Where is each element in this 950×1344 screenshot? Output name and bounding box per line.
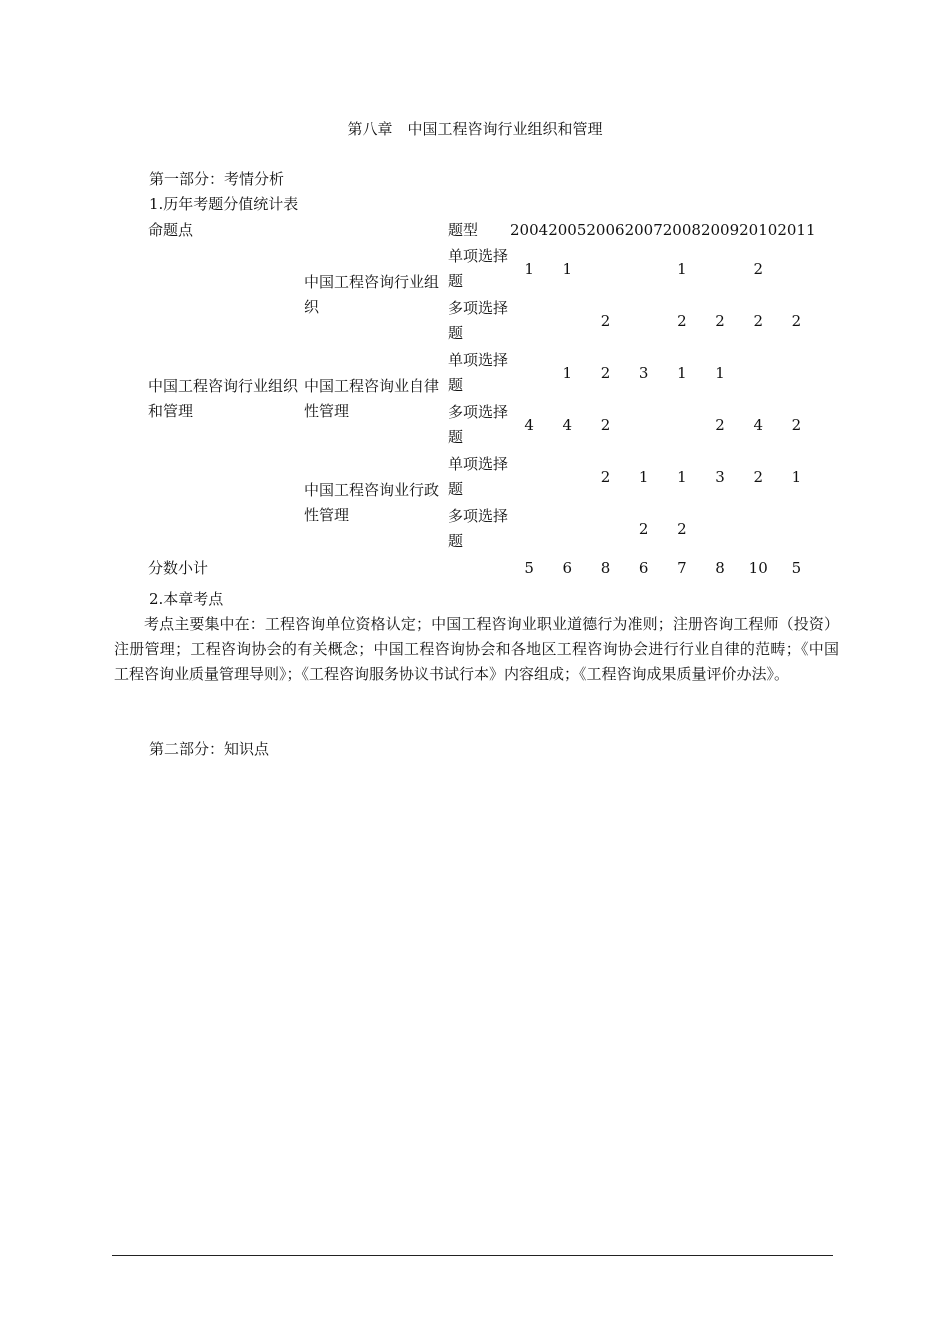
score-cell: 2 <box>677 311 687 330</box>
question-type-cell: 单项选择题 <box>448 455 509 498</box>
question-type-cell: 单项选择题 <box>448 247 509 290</box>
score-cell: 2 <box>600 311 611 330</box>
score-cell <box>701 243 739 295</box>
group-name-cell: 中国工程咨询业行政性管理 <box>304 481 440 524</box>
score-cell: 1 <box>524 259 534 278</box>
score-cell <box>586 243 624 295</box>
score-cell <box>739 503 777 555</box>
score-cell <box>586 503 624 555</box>
header-year: 2007 <box>624 220 663 239</box>
score-cell <box>548 295 586 347</box>
score-cell <box>510 451 548 503</box>
header-topic: 命题点 <box>148 220 194 239</box>
chapter-title: 第八章 中国工程咨询行业组织和管理 <box>347 120 603 138</box>
score-cell: 2 <box>753 259 763 278</box>
score-cell: 2 <box>600 363 611 382</box>
subtotal-cell: 5 <box>524 558 534 577</box>
question-type-cell: 多项选择题 <box>448 403 509 446</box>
subtotal-cell: 7 <box>677 558 687 577</box>
score-cell: 1 <box>562 259 573 278</box>
score-statistics-table <box>148 217 816 581</box>
footer-divider <box>112 1255 833 1256</box>
table-row <box>148 243 816 295</box>
score-cell: 2 <box>753 311 763 330</box>
subtotal-cell: 8 <box>715 558 725 577</box>
header-year: 2008 <box>662 220 701 239</box>
header-year: 2010 <box>739 220 778 239</box>
subtotal-row <box>148 555 816 581</box>
score-cell: 1 <box>715 363 725 382</box>
subtotal-cell: 5 <box>791 558 802 577</box>
score-cell <box>625 295 663 347</box>
score-cell: 1 <box>677 259 687 278</box>
header-year: 2009 <box>700 220 740 239</box>
header-year: 2006 <box>586 220 625 239</box>
subtotal-cell: 6 <box>638 558 649 577</box>
score-cell: 2 <box>600 467 611 486</box>
score-cell: 2 <box>677 519 687 538</box>
subtotal-cell: 6 <box>562 558 573 577</box>
question-type-cell: 多项选择题 <box>448 507 509 550</box>
group-name-cell: 中国工程咨询业自律性管理 <box>304 377 440 420</box>
header-type: 题型 <box>448 220 479 239</box>
score-cell <box>777 347 815 399</box>
score-cell: 4 <box>753 415 763 434</box>
part1-heading: 第一部分：考情分析 <box>149 170 285 188</box>
score-cell: 2 <box>600 415 611 434</box>
score-cell <box>777 243 815 295</box>
score-cell: 2 <box>715 311 725 330</box>
question-type-cell: 多项选择题 <box>448 299 509 342</box>
part2-heading: 第二部分：知识点 <box>149 740 270 758</box>
score-cell: 4 <box>562 415 573 434</box>
score-cell <box>739 347 777 399</box>
header-year: 2005 <box>548 220 587 239</box>
group-name-cell: 中国工程咨询行业组织 <box>304 273 440 316</box>
header-year: 2011 <box>777 220 816 239</box>
score-cell: 4 <box>524 415 534 434</box>
subtotal-cell: 8 <box>600 558 611 577</box>
score-cell: 2 <box>753 467 763 486</box>
question-type-cell: 单项选择题 <box>448 351 509 394</box>
score-cell <box>548 451 586 503</box>
score-cell <box>663 399 701 451</box>
score-cell: 2 <box>791 415 802 434</box>
score-cell: 1 <box>677 467 687 486</box>
header-year: 2004 <box>510 220 549 239</box>
score-cell: 1 <box>562 363 573 382</box>
subtotal-label: 分数小计 <box>148 558 209 577</box>
score-cell: 3 <box>638 363 649 382</box>
score-cell <box>625 243 663 295</box>
score-cell <box>701 503 739 555</box>
score-cell: 1 <box>677 363 687 382</box>
score-cell: 2 <box>715 415 725 434</box>
score-cell <box>510 295 548 347</box>
score-cell: 3 <box>715 467 725 486</box>
score-cell: 1 <box>791 467 802 486</box>
score-cell <box>548 503 586 555</box>
section2-heading: 2.本章考点 <box>149 590 224 608</box>
score-cell: 1 <box>638 467 649 486</box>
score-cell <box>777 503 815 555</box>
subtotal-cell: 10 <box>748 558 768 577</box>
table-header-row <box>148 217 816 243</box>
exam-points-paragraph: 考点主要集中在：工程咨询单位资格认定；中国工程咨询业职业道德行为准则；注册咨询工程师（投资）注册管理；工程咨询协会的有关概念；中国工程咨询协会和各地区工程咨询协会进行行业自律的范畴；《中国工程咨询业质量管理导则》；《工程咨询服务协议书试行本》内容组成；《工程咨询成果质量评价办法》。 <box>114 615 839 683</box>
score-cell <box>625 399 663 451</box>
main-topic-cell: 中国工程咨询行业组织和管理 <box>148 377 299 420</box>
score-cell <box>510 347 548 399</box>
score-cell: 2 <box>791 311 802 330</box>
score-cell: 2 <box>638 519 649 538</box>
section1-heading: 1.历年考题分值统计表 <box>149 195 299 213</box>
score-cell <box>510 503 548 555</box>
